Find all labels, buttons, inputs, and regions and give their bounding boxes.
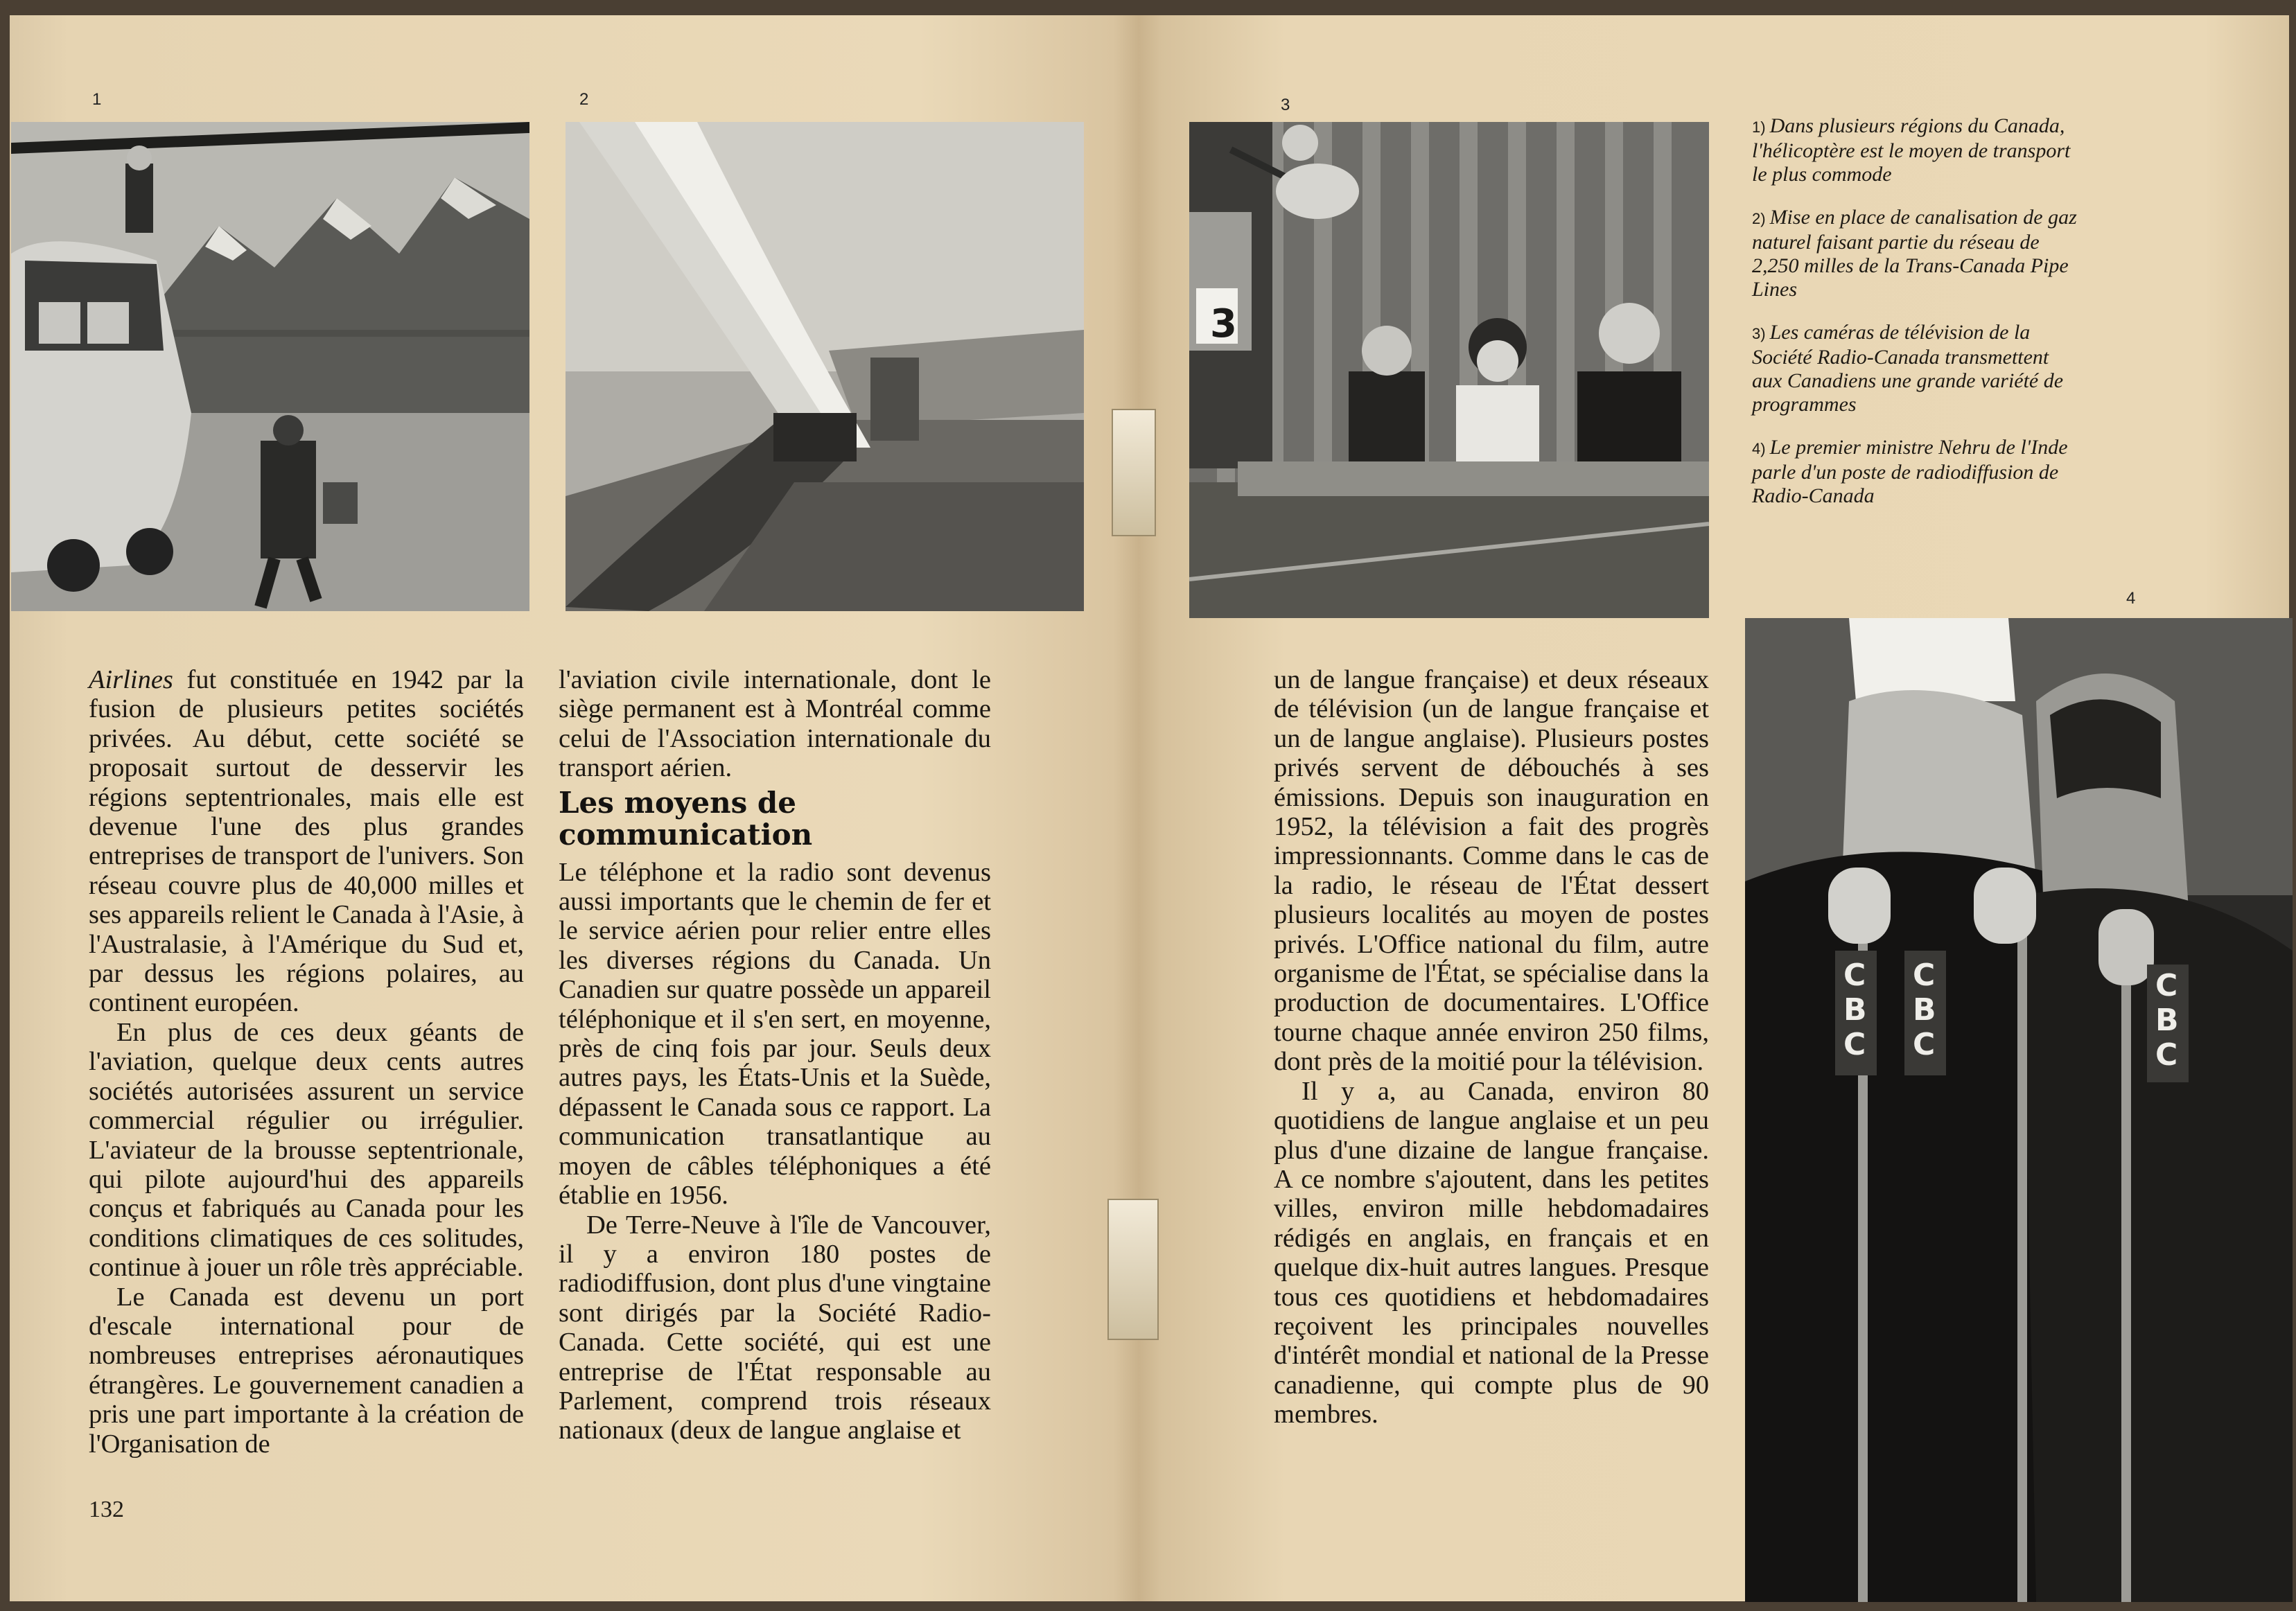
col3-paragraph-1: un de langue française) et deux réseaux de télévision (un de langue française et un de langue anglaise). Plusieurs postes privés servent de débouchés à ses émissions. Depuis son inauguration en 1952, la télévision a fait des progrès impressionnants. Comme dans le cas de la radio, le réseau de l'État dessert plusieurs localités au moyen de postes privés. L'Office national du film, autre organisme de l'État, se spécialise dans la production de documentaires. L'Office tourne chaque année environ 250 films, dont près de la moitié pour la télévision. bbox=[1274, 665, 1709, 1077]
mic-letter-7: C bbox=[2155, 968, 2178, 1003]
mic-letter-5: B bbox=[1913, 992, 1936, 1028]
studio-camera-cube-label: 3 bbox=[1210, 301, 1237, 346]
photo-tv-studio bbox=[1189, 122, 1709, 618]
text-column-2 bbox=[559, 665, 991, 1445]
col3-paragraph-2: Il y a, au Canada, environ 80 quotidiens de langue anglaise et un peu plus d'une dizaine de langue française. A ce nombre s'ajoutent, dans les petites villes, environ mille hebdomadaires rédigés en anglais, en français et en quelque dix-huit autres langues. Presque tous ces quotidiens et hebdomadaires reçoivent les principales nouvelles d'intérêt mondial et national de la Presse canadienne, qui compte plus de 90 membres. bbox=[1274, 1076, 1709, 1429]
figure-4-number: 4 bbox=[2126, 589, 2136, 608]
col1-paragraph-1 bbox=[89, 665, 524, 1018]
col1-paragraph-3: Le Canada est devenu un port d'escale international pour de nombreuses entreprises aéronautiques étrangères. Le gouvernement canadien a pris une part importante à la création de l'Organisation de bbox=[89, 1282, 524, 1459]
figure-captions bbox=[1752, 114, 2078, 527]
section-heading-communication: Les moyens de communication bbox=[559, 785, 813, 852]
figure-2-number: 2 bbox=[579, 90, 589, 109]
figure-3-number: 3 bbox=[1281, 96, 1290, 114]
col2-paragraph-3: De Terre-Neuve à l'île de Vancouver, il y a environ 180 postes de radiodiffusion, dont plus d'une vingtaine sont dirigés par la Société Radio-Canada. Cette société, qui est une entreprise de l'État responsable au Parlement, comprend trois réseaux nationaux (deux de langue anglaise et bbox=[559, 1210, 991, 1445]
col1-paragraph-2: En plus de ces deux géants de l'aviation, quelque deux cents autres sociétés autorisées assurent un service commercial régulier ou irrégulier. L'aviateur de la brousse septentrionale, qui pilote aujourd'hui des appareils conçus et fabriqués au Canada pour les conditions climatiques de ces solitudes, continue à jouer un rôle très appréciable. bbox=[89, 1017, 524, 1283]
binding-tape-lower bbox=[1107, 1199, 1159, 1340]
page-number: 132 bbox=[89, 1497, 124, 1522]
caption-4-number: 4) bbox=[1752, 440, 1766, 457]
photo-helicopter bbox=[11, 122, 529, 611]
figure-1-number: 1 bbox=[92, 90, 102, 109]
col1-italic-airlines: Airlines bbox=[89, 665, 173, 694]
caption-1-number: 1) bbox=[1752, 118, 1766, 136]
col1-paragraph-1-text: fut constituée en 1942 par la fusion de plusieurs petites sociétés privées. Au début, cette société se proposait surtout de desservir les régions septentrionales, mais elle est devenue l'une des plus grandes entreprises de transport de l'univers. Son réseau couvre plus de 40,000 milles et ses appareils relient le Canada à l'Asie, à l'Australasie, à l'Amérique du Sud et, par dessus les régions polaires, au continent européen. bbox=[89, 665, 524, 1018]
caption-2-text: Mise en place de canalisation de gaz naturel faisant partie du réseau de 2,250 milles de la Trans-Canada Pipe Lines bbox=[1752, 206, 2077, 301]
mic-letter-2: B bbox=[1843, 992, 1867, 1028]
caption-4-text: Le premier ministre Nehru de l'Inde parle d'un poste de radiodiffusion de Radio-Canada bbox=[1752, 436, 2068, 507]
col2-paragraph-1: l'aviation civile internationale, dont le siège permanent est à Montréal comme celui de l'Association internationale du transport aérien. bbox=[559, 665, 991, 783]
binding-tape-upper bbox=[1112, 409, 1156, 536]
caption-2-number: 2) bbox=[1752, 210, 1766, 227]
mic-letter-4: C bbox=[1913, 958, 1936, 993]
caption-4 bbox=[1752, 436, 2078, 508]
text-column-1 bbox=[89, 665, 524, 1459]
caption-3-text: Les caméras de télévision de la Société Radio-Canada transmettent aux Canadiens une grande variété de programmes bbox=[1752, 321, 2064, 416]
caption-1-text: Dans plusieurs régions du Canada, l'hélicoptère est le moyen de transport le plus commode bbox=[1752, 114, 2071, 186]
caption-3-number: 3) bbox=[1752, 325, 1766, 342]
mic-letter-8: B bbox=[2155, 1003, 2179, 1038]
mic-letter-1: C bbox=[1843, 958, 1866, 993]
mic-letter-6: C bbox=[1913, 1027, 1936, 1062]
photo-pipeline bbox=[566, 122, 1084, 611]
photo-nehru-microphones bbox=[1745, 618, 2293, 1602]
scan-border-top bbox=[0, 0, 2296, 15]
col2-paragraph-2: Le téléphone et la radio sont devenus aussi importants que le chemin de fer et le service aérien pour relier entre elles les diverses régions du Canada. Un Canadien sur quatre possède un appareil téléphonique et il s'en sert, en moyenne, près de cinq fois par jour. Seuls deux autres pays, les États-Unis et la Suède, dépassent le Canada sous ce rapport. La communication transatlantique au moyen de câbles téléphoniques a été établie en 1956. bbox=[559, 857, 991, 1211]
scan-border-bottom bbox=[0, 1601, 2296, 1611]
caption-3 bbox=[1752, 321, 2078, 416]
mic-letter-3: C bbox=[1843, 1027, 1866, 1062]
caption-1 bbox=[1752, 114, 2078, 186]
mic-letter-9: C bbox=[2155, 1037, 2178, 1073]
text-column-3 bbox=[1274, 665, 1709, 1429]
scan-border-left bbox=[0, 0, 10, 1611]
caption-2 bbox=[1752, 206, 2078, 301]
